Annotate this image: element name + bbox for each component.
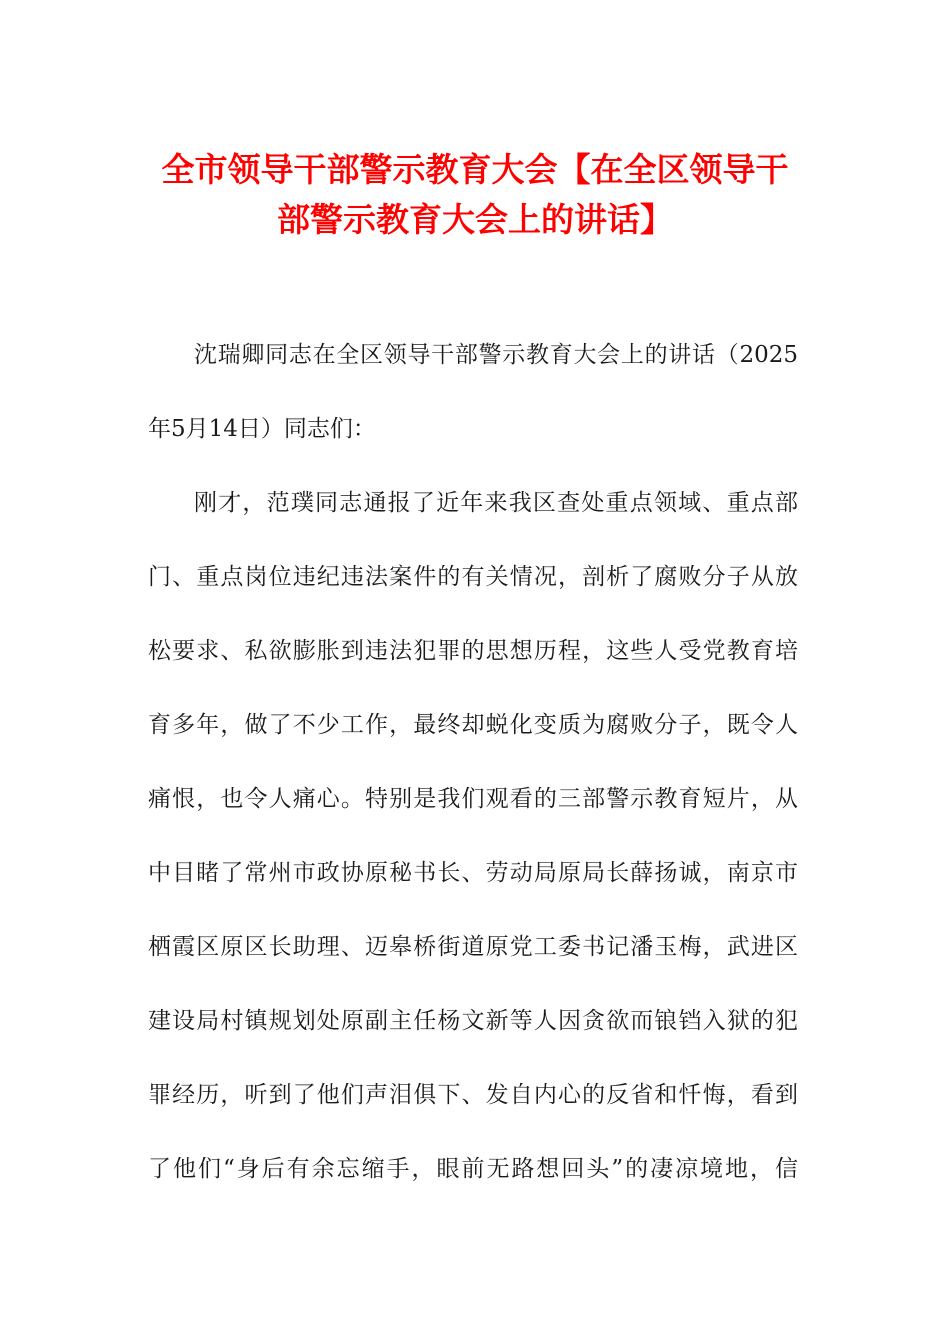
body-line: 建设局村镇规划处原副主任杨文新等人因贪欲而锒铛入狱的犯	[148, 1008, 798, 1034]
body-line: 松要求、私欲膨胀到违法犯罪的思想历程，这些人受党教育培	[148, 638, 798, 664]
body-line: 刚才，范璞同志通报了近年来我区查处重点领域、重点部	[194, 490, 798, 516]
document-title	[100, 145, 850, 245]
body-line: 栖霞区原区长助理、迈皋桥街道原党工委书记潘玉梅，武进区	[148, 934, 798, 960]
document-body	[148, 318, 798, 1206]
body-line: 年5月14日）同志们：	[148, 416, 376, 442]
body-line: 中目睹了常州市政协原秘书长、劳动局原局长薛扬诚，南京市	[148, 860, 798, 886]
body-line: 门、重点岗位违纪违法案件的有关情况，剖析了腐败分子从放	[148, 564, 798, 590]
body-line: 育多年，做了不少工作，最终却蜕化变质为腐败分子，既令人	[148, 712, 798, 738]
body-line: 了他们“身后有余忘缩手，眼前无路想回头”的凄凉境地，信	[148, 1156, 798, 1182]
title-line-1: 全市领导干部警示教育大会【在全区领导干	[161, 150, 789, 189]
body-line: 沈瑞卿同志在全区领导干部警示教育大会上的讲话（2025	[194, 342, 798, 368]
title-line-2: 部警示教育大会上的讲话】	[277, 200, 673, 239]
body-line: 痛恨，也令人痛心。特别是我们观看的三部警示教育短片，从	[148, 786, 798, 812]
body-line: 罪经历，听到了他们声泪俱下、发自内心的反省和忏悔，看到	[148, 1082, 798, 1108]
